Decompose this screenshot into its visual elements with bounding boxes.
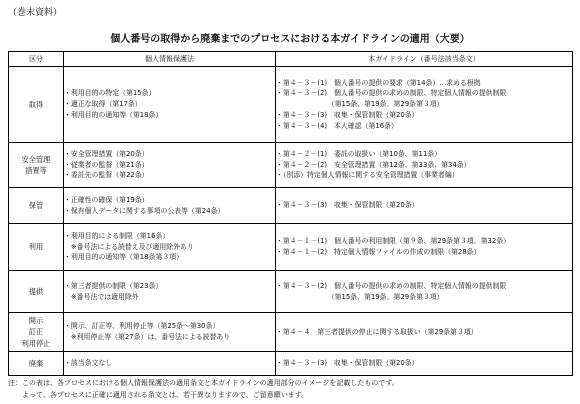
privacy-line: ・該当条文なし [64, 359, 113, 368]
footnote-line: 注：この表は、各プロセスにおける個人情報保護法の適用条文と本ガイドラインの適用部分のイメージを記載したものです。 [8, 379, 399, 387]
guideline-line: ・（別添）特定個人情報に関する安全管理措置（事業者編） [276, 171, 459, 180]
category-label: 利用停止 [21, 338, 51, 348]
guideline-cell [276, 271, 573, 313]
footnote-line: よって、各プロセスに正確に適用される条文とは、若干異なりますので、ご留意願います。 [8, 390, 309, 399]
category-cell [9, 67, 64, 143]
category-label: 提供 [28, 286, 44, 296]
guideline-line: ・第４－３－(4) 本人確認（第16条） [276, 121, 398, 130]
guideline-line: ・第４－３－(1) 個人番号の提供の要求（第14条）…求める根拠 [276, 78, 481, 87]
guideline-line: ・第４－３－(3) 収集・保管制限（第20条） [276, 359, 419, 368]
category-label: 措置等 [25, 166, 47, 175]
guideline-line: （第15条、第19条、第29条第３項） [276, 100, 444, 109]
table-header-row [9, 52, 573, 67]
privacy-act-cell [64, 67, 276, 143]
privacy-line: ※番号法による読替え及び適用除外あり [64, 242, 194, 251]
header-guideline: 本ガイドライン（番号法該当条文） [276, 52, 573, 67]
category-label: 利用 [28, 242, 44, 252]
category-cell [9, 224, 64, 271]
guideline-line: ・第４－２－(2) 安全管理措置（第12条、第33条、第34条） [276, 160, 471, 169]
category-label: 安全管理 [21, 154, 51, 164]
privacy-act-cell [64, 188, 276, 224]
privacy-line: ・保有個人データに関する事項の公表等（第24条） [64, 206, 225, 215]
privacy-line: ・利用目的の通知等（第18条） [64, 110, 163, 119]
privacy-act-cell [64, 143, 276, 188]
guideline-line: ・第４－４ 第三者提供の停止に関する取扱い（第29条第３項） [276, 327, 478, 336]
privacy-act-cell [64, 271, 276, 313]
privacy-line: ・従業者の監督（第21条） [64, 160, 149, 169]
privacy-line: ・利用目的の特定（第15条） [64, 89, 156, 98]
header-category: 区分 [9, 52, 64, 67]
guideline-line: ・第４－３－(3) 収集・保管制限（第20条） [276, 110, 419, 119]
document-title: 個人番号の取得から廃棄までのプロセスにおける本ガイドラインの適用（大要） [110, 34, 470, 45]
privacy-line: ※番号法では適用除外 [64, 292, 139, 301]
privacy-line: ・開示、訂正等、利用停止等（第25条～第30条） [64, 322, 220, 331]
guideline-line: ・第４－３－(2) 個人番号の提供の求めの制限、特定個人情報の提供制限 [276, 281, 507, 290]
guideline-line: ・第４－３－(3) 収集・保管制限（第20条） [276, 201, 419, 210]
guideline-cell [276, 188, 573, 224]
privacy-line: ・適正な取得（第17条） [64, 100, 142, 109]
guideline-line: ・第４－１－(1) 個人番号の利用制限（第９条、第29条第３項、第32条） [276, 237, 511, 246]
guideline-cell [276, 143, 573, 188]
table-row-acquisition [9, 67, 573, 143]
category-cell [9, 313, 64, 352]
privacy-line: ・委託先の監督（第22条） [64, 171, 149, 180]
category-label: 訂正 [28, 327, 44, 337]
appendix-label: （巻末資料） [8, 8, 63, 18]
category-label: 開示 [28, 316, 44, 326]
privacy-line: ・安全管理措置（第20条） [64, 149, 149, 158]
guideline-cell [276, 313, 573, 352]
guideline-line: ・第４－１－(2) 特定個人情報ファイルの作成の制限（第28条） [276, 248, 481, 256]
guideline-line: ・第４－２－(1) 委託の取扱い（第10条、第11条） [276, 149, 442, 158]
privacy-act-cell [64, 352, 276, 376]
guideline-cell [276, 67, 573, 143]
privacy-line: ※利用停止等（第27条）は、番号法による読替あり [64, 333, 231, 341]
privacy-line: ・正確性の確保（第19条） [64, 195, 149, 204]
table-row-provision [9, 271, 573, 313]
privacy-act-cell [64, 313, 276, 352]
table-row-storage [9, 188, 573, 224]
privacy-line: ・第三者提供の制限（第23条） [64, 281, 163, 290]
table-row-use [9, 224, 573, 271]
guideline-cell [276, 224, 573, 271]
guideline-line: （第15条、第19条、第29条第３項） [276, 292, 444, 301]
privacy-line: ・利用目的による制限（第16条） [64, 231, 170, 240]
category-label: 保管 [28, 200, 44, 210]
category-cell [9, 352, 64, 376]
header-privacy-act: 個人情報保護法 [64, 52, 276, 67]
category-cell [9, 143, 64, 188]
category-cell [9, 188, 64, 224]
footnotes [8, 378, 399, 402]
privacy-line: ・利用目的の通知等（第18条第３項） [64, 253, 184, 262]
table-row-disclosure [9, 313, 573, 352]
guideline-line: ・第４－３－(2) 個人番号の提供の求めの制限、特定個人情報の提供制限 [276, 89, 507, 98]
table-row-security-measures [9, 143, 573, 188]
category-label: 取得 [28, 99, 44, 109]
process-table [8, 51, 573, 376]
category-label: 廃棄 [28, 358, 44, 368]
category-cell [9, 271, 64, 313]
table-row-disposal [9, 352, 573, 376]
guideline-cell [276, 352, 573, 376]
privacy-act-cell [64, 224, 276, 271]
